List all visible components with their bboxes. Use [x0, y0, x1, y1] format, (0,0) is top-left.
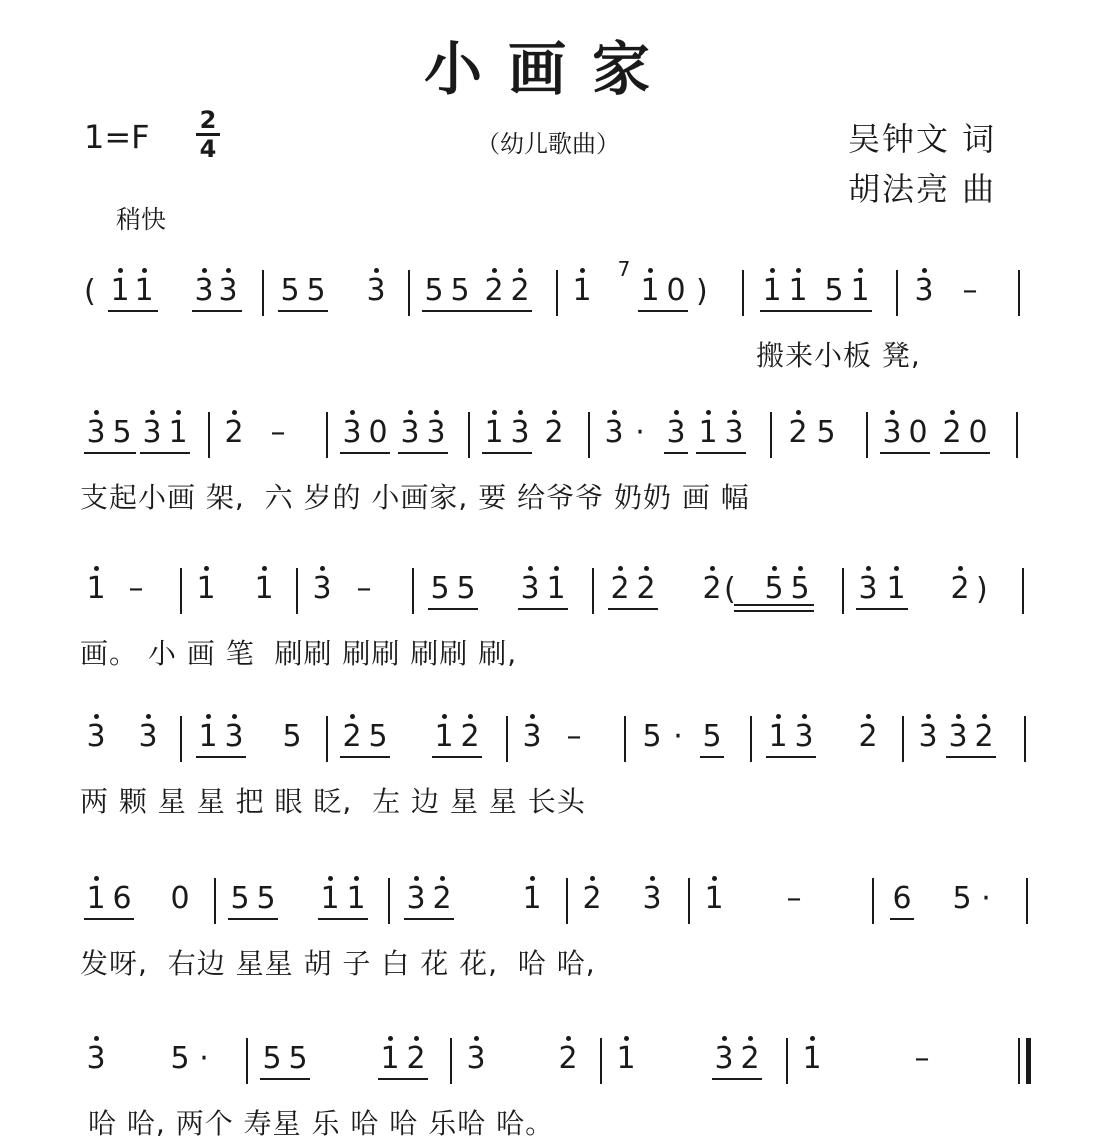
underline: [700, 756, 724, 758]
note: 5: [112, 415, 132, 450]
barline: [180, 716, 182, 762]
octave-dot: [354, 876, 359, 881]
octave-dot: [530, 714, 535, 719]
octave-dot: [468, 714, 473, 719]
note: 2: [406, 1041, 426, 1076]
dash: –: [786, 881, 802, 916]
note: 1: [850, 273, 870, 308]
octave-dot: [440, 876, 445, 881]
octave-dot: [374, 268, 379, 273]
note: 3: [406, 881, 426, 916]
octave-dot: [530, 876, 535, 881]
octave-dot: [770, 268, 775, 273]
barline: [1018, 270, 1020, 316]
octave-dot: [442, 714, 447, 719]
octave-dot: [732, 410, 737, 415]
octave-dot: [518, 268, 523, 273]
note: 0: [908, 415, 928, 450]
tempo-marking: 稍快: [116, 205, 167, 234]
barline: [1026, 878, 1028, 924]
octave-dot: [858, 268, 863, 273]
underline: [880, 452, 930, 454]
note: ·: [673, 719, 683, 754]
underline: [108, 310, 158, 312]
note: 2: [740, 1041, 760, 1076]
note: 3: [142, 415, 162, 450]
note: 0: [170, 881, 190, 916]
note: 3: [642, 881, 662, 916]
octave-dot: [866, 566, 871, 571]
barline: [262, 270, 264, 316]
octave-dot: [890, 410, 895, 415]
lyricist-credit: 吴钟文 词: [848, 120, 997, 158]
note: 6: [112, 881, 132, 916]
barline: [872, 878, 874, 924]
note: 2: [224, 415, 244, 450]
octave-dot: [414, 876, 419, 881]
note: 5: [282, 719, 302, 754]
octave-dot: [206, 714, 211, 719]
barline: [588, 412, 590, 458]
barline: [408, 270, 410, 316]
lyric-line: 画。 小 画 笔 刷刷 刷刷 刷刷 刷,: [80, 637, 518, 670]
barline: [896, 270, 898, 316]
dash: –: [270, 415, 286, 450]
octave-dot: [94, 714, 99, 719]
close-paren: ): [976, 572, 988, 607]
underline: [734, 610, 814, 612]
open-paren: (: [84, 274, 96, 309]
octave-dot: [648, 268, 653, 273]
underline: [196, 756, 246, 758]
note: 3: [194, 273, 214, 308]
key-signature: 1=F: [84, 118, 150, 156]
barline: [866, 412, 868, 458]
underline: [696, 452, 746, 454]
octave-dot: [554, 566, 559, 571]
underline: [608, 608, 658, 610]
barline: [600, 1038, 602, 1084]
time-signature: [196, 108, 220, 161]
octave-dot: [150, 410, 155, 415]
note: 3: [520, 571, 540, 606]
note: 5: [642, 719, 662, 754]
note: 1: [640, 273, 660, 308]
note: 1: [86, 571, 106, 606]
underline: [84, 452, 136, 454]
note: 5: [262, 1041, 282, 1076]
final-barline: [1026, 1038, 1031, 1084]
note: 2: [342, 719, 362, 754]
note: 5: [702, 719, 722, 754]
note: 2: [432, 881, 452, 916]
octave-dot: [772, 566, 777, 571]
octave-dot: [958, 566, 963, 571]
note: 1: [346, 881, 366, 916]
note: 0: [368, 415, 388, 450]
grace-note: 7: [617, 257, 631, 281]
octave-dot: [612, 410, 617, 415]
note: 5: [816, 415, 836, 450]
note: 5: [456, 571, 476, 606]
note: 1: [768, 719, 788, 754]
note: 2: [510, 273, 530, 308]
note: 0: [968, 415, 988, 450]
note: 3: [666, 415, 686, 450]
note: 2: [544, 415, 564, 450]
barline: [1018, 1038, 1020, 1084]
note: 5: [230, 881, 250, 916]
barline: [388, 878, 390, 924]
note: 5: [424, 273, 444, 308]
octave-dot: [350, 714, 355, 719]
note: 2: [950, 571, 970, 606]
barline: [742, 270, 744, 316]
octave-dot: [232, 714, 237, 719]
note: 3: [86, 1041, 106, 1076]
lyric-line: 支起小画 架, 六 岁的 小画家, 要 给爷爷 奶奶 画 幅: [80, 481, 750, 514]
barline: [770, 412, 772, 458]
note: 2: [702, 571, 722, 606]
octave-dot: [146, 714, 151, 719]
note: 3: [312, 571, 332, 606]
octave-dot: [650, 876, 655, 881]
close-paren: ): [696, 274, 708, 309]
note: 2: [788, 415, 808, 450]
note: 2: [974, 719, 994, 754]
barline: [1022, 568, 1024, 614]
octave-dot: [644, 566, 649, 571]
octave-dot: [674, 410, 679, 415]
underline: [946, 756, 996, 758]
note: 5: [764, 571, 784, 606]
barline: [214, 878, 216, 924]
octave-dot: [492, 410, 497, 415]
note: 3: [366, 273, 386, 308]
note: 1: [380, 1041, 400, 1076]
note: 1: [134, 273, 154, 308]
octave-dot: [320, 566, 325, 571]
note: 1: [522, 881, 542, 916]
note: 3: [714, 1041, 734, 1076]
note: 2: [858, 719, 878, 754]
note: 3: [858, 571, 878, 606]
song-title: 小画家: [423, 35, 676, 103]
underline: [378, 1078, 428, 1080]
octave-dot: [552, 410, 557, 415]
octave-dot: [956, 714, 961, 719]
note: 1: [762, 273, 782, 308]
notation-line: [0, 870, 1100, 930]
barline: [326, 412, 328, 458]
barline: [468, 412, 470, 458]
note: ·: [199, 1041, 209, 1076]
note: 3: [794, 719, 814, 754]
octave-dot: [176, 410, 181, 415]
note: 1: [86, 881, 106, 916]
octave-dot: [328, 876, 333, 881]
underline: [278, 310, 328, 312]
octave-dot: [94, 566, 99, 571]
underline: [340, 452, 390, 454]
underline: [734, 604, 814, 606]
underline: [890, 918, 914, 920]
note: 3: [342, 415, 362, 450]
note: 5: [288, 1041, 308, 1076]
note: 1: [572, 273, 592, 308]
note: 3: [426, 415, 446, 450]
octave-dot: [802, 714, 807, 719]
barline: [1024, 716, 1026, 762]
note: 1: [320, 881, 340, 916]
barline: [750, 716, 752, 762]
octave-dot: [894, 566, 899, 571]
notation-line: [0, 257, 1100, 322]
underline: [940, 452, 990, 454]
octave-dot: [776, 714, 781, 719]
octave-dot: [204, 566, 209, 571]
note: 5: [790, 571, 810, 606]
underline: [766, 756, 816, 758]
dash: –: [128, 571, 144, 606]
underline: [398, 452, 448, 454]
note: 1: [168, 415, 188, 450]
note: 3: [86, 415, 106, 450]
underline: [482, 452, 532, 454]
note: ·: [635, 415, 645, 450]
octave-dot: [94, 1036, 99, 1041]
octave-dot: [226, 268, 231, 273]
meter-bottom: 4: [199, 135, 217, 163]
note: 1: [434, 719, 454, 754]
underline: [84, 918, 134, 920]
note: 1: [254, 571, 274, 606]
octave-dot: [232, 410, 237, 415]
genre-label: （幼儿歌曲）: [476, 130, 620, 158]
underline: [228, 918, 278, 920]
octave-dot: [474, 1036, 479, 1041]
dash: –: [566, 719, 582, 754]
underline: [760, 310, 872, 312]
note: 5: [368, 719, 388, 754]
octave-dot: [706, 410, 711, 415]
note: 6: [892, 881, 912, 916]
octave-dot: [590, 876, 595, 881]
octave-dot: [94, 410, 99, 415]
note: 1: [788, 273, 808, 308]
octave-dot: [388, 1036, 393, 1041]
octave-dot: [94, 876, 99, 881]
barline: [412, 568, 414, 614]
octave-dot: [982, 714, 987, 719]
barline: [592, 568, 594, 614]
octave-dot: [710, 566, 715, 571]
note: 3: [86, 719, 106, 754]
octave-dot: [262, 566, 267, 571]
octave-dot: [566, 1036, 571, 1041]
note: 3: [604, 415, 624, 450]
barline: [450, 1038, 452, 1084]
underline: [404, 918, 454, 920]
lyric-line: 搬来小板 凳,: [756, 339, 921, 372]
underline: [422, 310, 532, 312]
note: 3: [918, 719, 938, 754]
octave-dot: [796, 268, 801, 273]
note: 3: [724, 415, 744, 450]
notation-line: [0, 404, 1100, 464]
octave-dot: [926, 714, 931, 719]
dash: –: [962, 273, 978, 308]
lyric-line: 两 颗 星 星 把 眼 眨, 左 边 星 星 长头: [80, 785, 586, 818]
note: 1: [546, 571, 566, 606]
note: 3: [224, 719, 244, 754]
underline: [856, 608, 908, 610]
barline: [1016, 412, 1018, 458]
barline: [688, 878, 690, 924]
note: 1: [484, 415, 504, 450]
note: 5: [430, 571, 450, 606]
barline: [208, 412, 210, 458]
underline: [192, 310, 242, 312]
barline: [842, 568, 844, 614]
underline: [428, 608, 478, 610]
composer-credit: 胡法亮 曲: [848, 170, 997, 208]
note: 1: [886, 571, 906, 606]
underline: [260, 1078, 310, 1080]
note: 5: [306, 273, 326, 308]
note: 5: [256, 881, 276, 916]
open-paren: (: [724, 572, 736, 607]
note: 2: [484, 273, 504, 308]
octave-dot: [810, 1036, 815, 1041]
note: 3: [218, 273, 238, 308]
dash: –: [356, 571, 372, 606]
note: 2: [460, 719, 480, 754]
note: 2: [610, 571, 630, 606]
barline: [506, 716, 508, 762]
octave-dot: [796, 410, 801, 415]
barline: [556, 270, 558, 316]
note: 2: [942, 415, 962, 450]
underline: [432, 756, 482, 758]
underline: [664, 452, 688, 454]
underline: [318, 918, 368, 920]
note: 3: [522, 719, 542, 754]
barline: [624, 716, 626, 762]
note: 3: [138, 719, 158, 754]
note: 5: [450, 273, 470, 308]
lyric-line: 哈 哈, 两个 寿星 乐 哈 哈 乐哈 哈。: [88, 1107, 555, 1140]
octave-dot: [408, 410, 413, 415]
note: 3: [466, 1041, 486, 1076]
octave-dot: [118, 268, 123, 273]
octave-dot: [528, 566, 533, 571]
note: 3: [510, 415, 530, 450]
barline: [566, 878, 568, 924]
dash: –: [914, 1041, 930, 1076]
note: 3: [882, 415, 902, 450]
octave-dot: [350, 410, 355, 415]
note: 5: [952, 881, 972, 916]
lyric-line: 发呀, 右边 星星 胡 子 白 花 花, 哈 哈,: [80, 947, 596, 980]
barline: [326, 716, 328, 762]
note: 2: [558, 1041, 578, 1076]
note: 5: [280, 273, 300, 308]
octave-dot: [798, 566, 803, 571]
note: 0: [666, 273, 686, 308]
octave-dot: [624, 1036, 629, 1041]
barline: [786, 1038, 788, 1084]
underline: [712, 1078, 762, 1080]
note: 5: [824, 273, 844, 308]
notation-line: [0, 560, 1100, 620]
underline: [518, 608, 568, 610]
octave-dot: [618, 566, 623, 571]
note: 1: [110, 273, 130, 308]
barline: [296, 568, 298, 614]
meter-top: 2: [199, 106, 217, 134]
octave-dot: [748, 1036, 753, 1041]
octave-dot: [492, 268, 497, 273]
octave-dot: [866, 714, 871, 719]
octave-dot: [414, 1036, 419, 1041]
note: 3: [914, 273, 934, 308]
note: 1: [802, 1041, 822, 1076]
note: 1: [698, 415, 718, 450]
notation-line: [0, 1030, 1100, 1090]
note: 1: [704, 881, 724, 916]
underline: [340, 756, 390, 758]
note: 2: [636, 571, 656, 606]
octave-dot: [142, 268, 147, 273]
note: 2: [582, 881, 602, 916]
barline: [246, 1038, 248, 1084]
underline: [140, 452, 190, 454]
barline: [180, 568, 182, 614]
note: 3: [948, 719, 968, 754]
octave-dot: [202, 268, 207, 273]
octave-dot: [722, 1036, 727, 1041]
note: 1: [198, 719, 218, 754]
note: ·: [981, 881, 991, 916]
note: 3: [400, 415, 420, 450]
note: 1: [616, 1041, 636, 1076]
note: 1: [196, 571, 216, 606]
octave-dot: [950, 410, 955, 415]
underline: [638, 310, 688, 312]
notation-line: [0, 708, 1100, 768]
octave-dot: [580, 268, 585, 273]
barline: [902, 716, 904, 762]
octave-dot: [518, 410, 523, 415]
octave-dot: [434, 410, 439, 415]
note: 5: [170, 1041, 190, 1076]
octave-dot: [712, 876, 717, 881]
octave-dot: [922, 268, 927, 273]
